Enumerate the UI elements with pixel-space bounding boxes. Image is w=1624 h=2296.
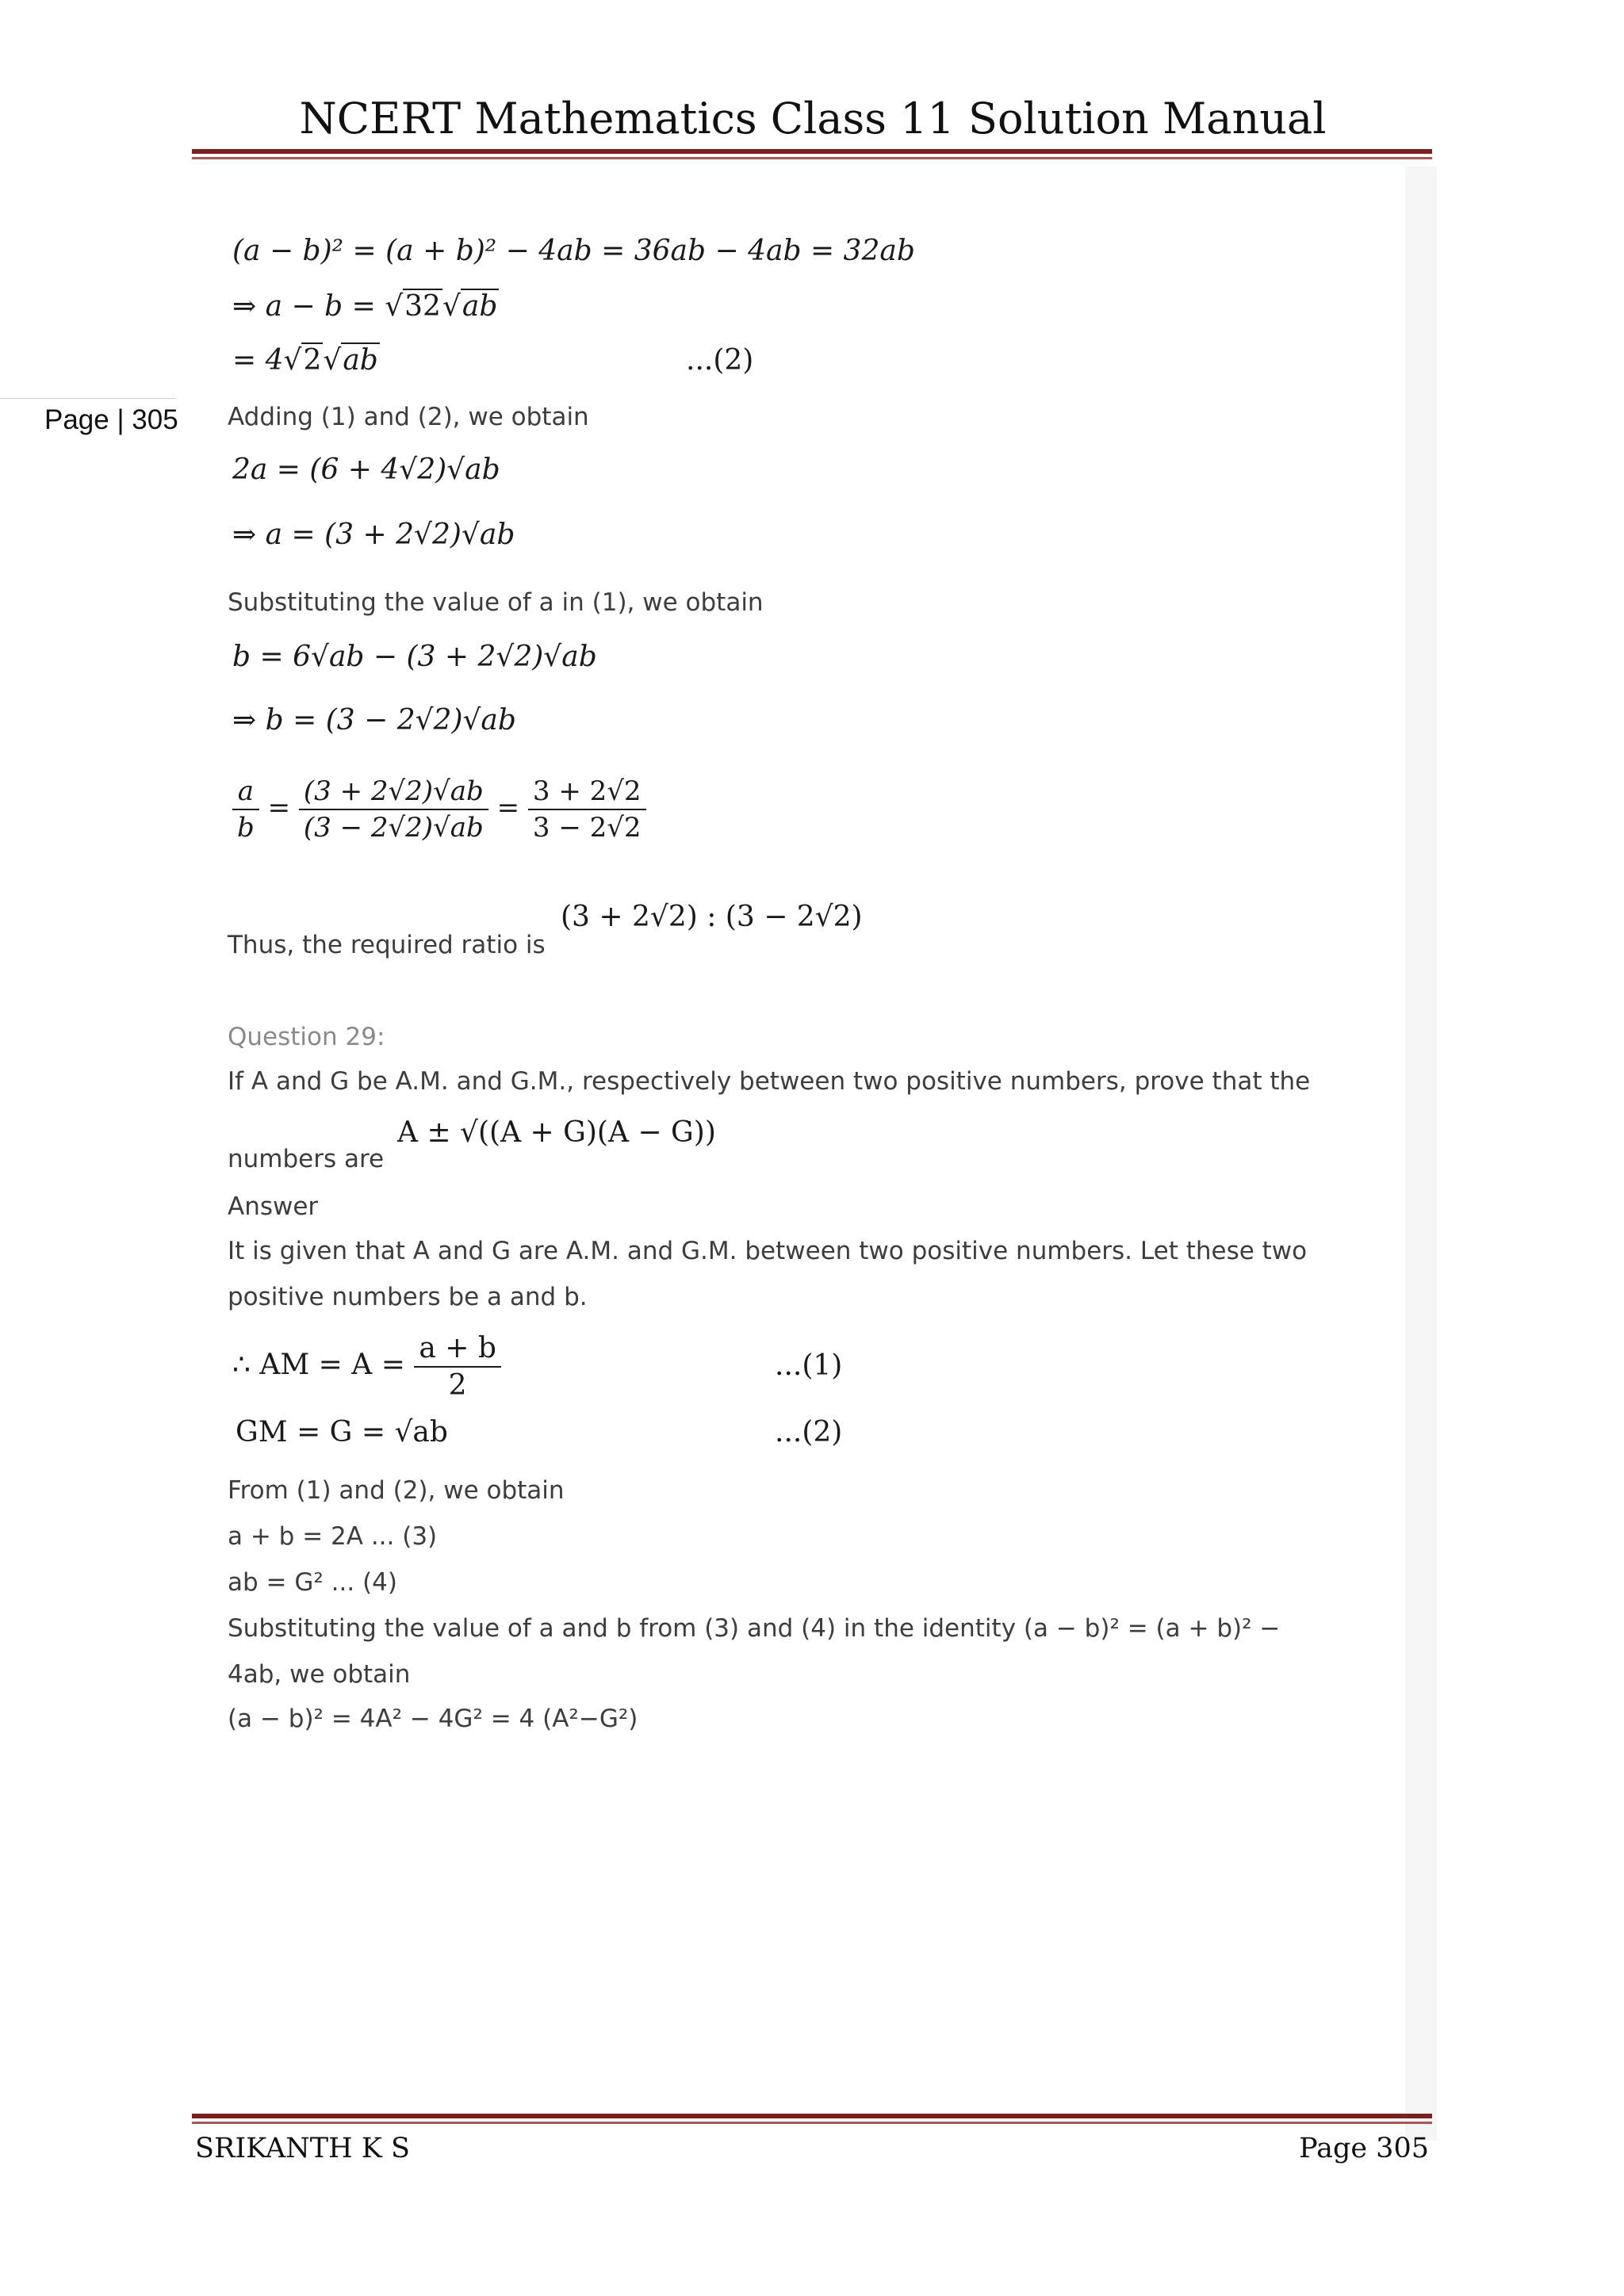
question-29-text-line2: numbers are — [228, 1145, 385, 1173]
equation-sum-ab: a + b = 2A ... (3) — [228, 1522, 438, 1551]
footer-rule-thin — [192, 2122, 1432, 2124]
equation-b-value: ⇒ b = (3 − 2√2)√ab — [232, 704, 516, 737]
equation-final: (a − b)² = 4A² − 4G² = 4 (A²−G²) — [228, 1705, 638, 1733]
footer-author: SRIKANTH K S — [195, 2133, 411, 2164]
scan-edge-shade — [1405, 166, 1437, 2141]
equation-b-expression: b = 6√ab − (3 + 2√2)√ab — [232, 641, 597, 673]
equation-diff-squared: (a − b)² = (a + b)² − 4ab = 36ab − 4ab = 32ab — [232, 235, 915, 267]
equation-tag-gm: ...(2) — [775, 1416, 843, 1448]
equation-product-ab: ab = G² ... (4) — [228, 1568, 397, 1597]
text-adding: Adding (1) and (2), we obtain — [228, 403, 589, 431]
question-29-text-line1: If A and G be A.M. and G.M., respectively between two positive numbers, prove that the — [228, 1067, 1311, 1096]
side-page-number: Page | 305 — [44, 404, 178, 435]
footer-page-number: Page 305 — [1299, 2133, 1429, 2164]
equation-2a: 2a = (6 + 4√2)√ab — [232, 453, 500, 486]
answer-label: Answer — [228, 1192, 319, 1221]
question-29-expression: A ± √((A + G)(A − G)) — [397, 1116, 716, 1149]
header-rule-thick — [192, 149, 1432, 154]
equation-gm: GM = G = √ab — [236, 1416, 448, 1448]
side-divider — [0, 398, 176, 399]
equation-tag-2: ...(2) — [686, 344, 754, 377]
text-thus-ratio: Thus, the required ratio is — [228, 931, 546, 959]
equation-am: ∴ AM = A = $\frac{a + b}{2}$ — [232, 1332, 501, 1402]
equation-4-root2: = 4√2√ab — [232, 344, 378, 377]
text-given-line2: positive numbers be a and b. — [228, 1283, 588, 1311]
equation-tag-am: ...(1) — [775, 1349, 843, 1382]
equation-ratio: $\frac{a}{b}$ = $\frac{(3 + 2√2)√ab}{(3 - 2√2)√ab}$ = $\frac{3 + 2√2}{3 - 2√2}$ — [232, 775, 646, 844]
header-rule-thin — [192, 157, 1432, 159]
question-29-heading: Question 29: — [228, 1023, 385, 1051]
equation-required-ratio: (3 + 2√2) : (3 − 2√2) — [561, 901, 863, 933]
text-substituting-line1: Substituting the value of a and b from (3) and (4) in the identity (a − b)² = (a + b)² − — [228, 1614, 1281, 1643]
text-from-1-2: From (1) and (2), we obtain — [228, 1476, 565, 1505]
equation-a-value: ⇒ a = (3 + 2√2)√ab — [232, 519, 515, 551]
text-substituting-line2: 4ab, we obtain — [228, 1660, 411, 1689]
footer-rule-thick — [192, 2114, 1432, 2118]
text-given-line1: It is given that A and G are A.M. and G.M. between two positive numbers. Let these two — [228, 1237, 1308, 1265]
page-title: NCERT Mathematics Class 11 Solution Manual — [299, 94, 1327, 144]
text-substituting-a: Substituting the value of a in (1), we obtain — [228, 588, 764, 617]
equation-a-minus-b: ⇒ a − b = √32√ab — [232, 290, 498, 323]
